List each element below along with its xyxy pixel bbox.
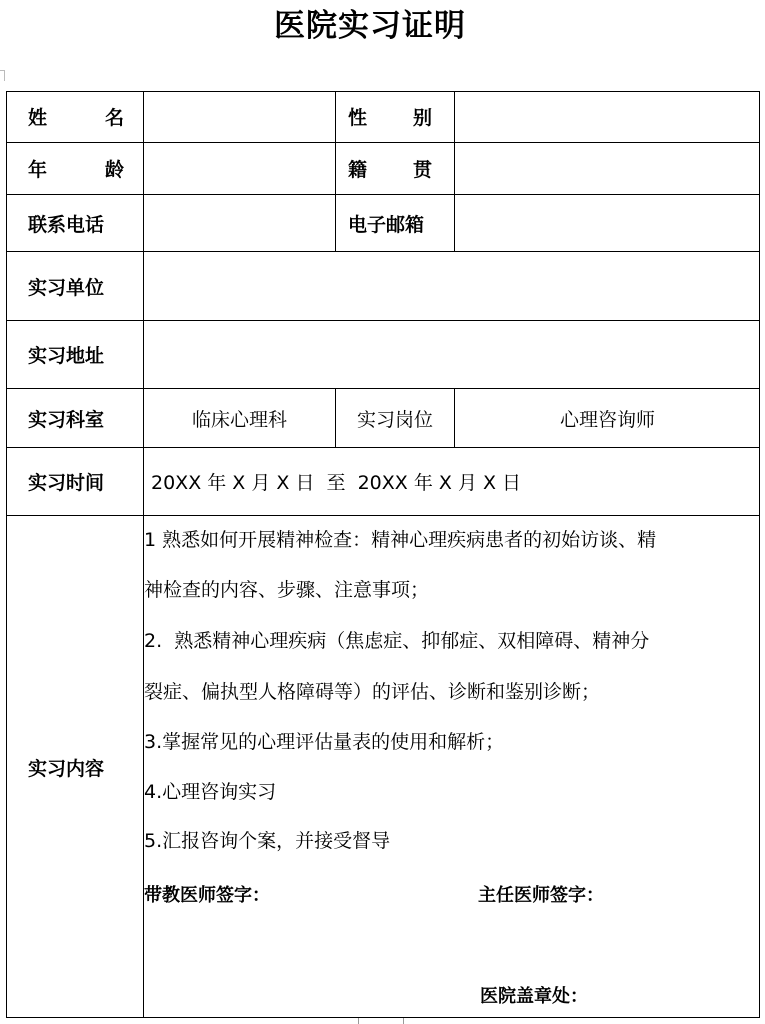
label-origin: 籍 贯 — [336, 143, 455, 195]
teacher-signature-label: 带教医师签字： — [144, 885, 270, 906]
content-line: 裂症、偏执型人格障碍等）的评估、诊断和鉴别诊断； — [144, 681, 601, 703]
field-period[interactable]: 20XX 年 X 月 X 日 至 20XX 年 X 月 X 日 — [144, 448, 760, 516]
director-signature-label: 主任医师签字： — [478, 885, 604, 906]
certificate-table — [6, 91, 760, 1018]
content-line: 3.掌握常见的心理评估量表的使用和解析； — [144, 731, 505, 753]
label-gender: 性 别 — [336, 91, 455, 143]
content-line: 4.心理咨询实习 — [144, 781, 277, 803]
field-phone[interactable] — [144, 195, 336, 252]
field-gender[interactable] — [455, 91, 760, 143]
field-name[interactable] — [144, 91, 336, 143]
field-unit[interactable] — [144, 252, 760, 321]
label-content: 实习内容 — [6, 516, 144, 1018]
label-department: 实习科室 — [6, 389, 144, 448]
hospital-stamp-label: 医院盖章处： — [480, 986, 588, 1007]
label-period: 实习时间 — [6, 448, 144, 516]
page-title: 医院实习证明 — [274, 8, 466, 44]
field-age[interactable] — [144, 143, 336, 195]
label-phone: 联系电话 — [6, 195, 144, 252]
field-position[interactable]: 心理咨询师 — [455, 389, 760, 448]
label-age: 年 龄 — [6, 143, 144, 195]
page-edge-mark — [403, 1018, 404, 1024]
label-unit: 实习单位 — [6, 252, 144, 321]
content-line: 1 熟悉如何开展精神检查：精神心理疾病患者的初始访谈、精 — [144, 529, 657, 551]
content-line: 神检查的内容、步骤、注意事项； — [144, 579, 430, 601]
content-line: 2. 熟悉精神心理疾病（焦虑症、抑郁症、双相障碍、精神分 — [144, 630, 650, 652]
page-edge-mark — [358, 1018, 359, 1024]
content-line: 5.汇报咨询个案，并接受督导 — [144, 830, 391, 852]
field-department[interactable]: 临床心理科 — [144, 389, 336, 448]
label-name: 姓 名 — [6, 91, 144, 143]
label-position: 实习岗位 — [336, 389, 455, 448]
label-email: 电子邮箱 — [336, 195, 455, 252]
label-address: 实习地址 — [6, 321, 144, 389]
field-address[interactable] — [144, 321, 760, 389]
field-origin[interactable] — [455, 143, 760, 195]
field-email[interactable] — [455, 195, 760, 252]
page-corner-mark — [0, 70, 5, 81]
